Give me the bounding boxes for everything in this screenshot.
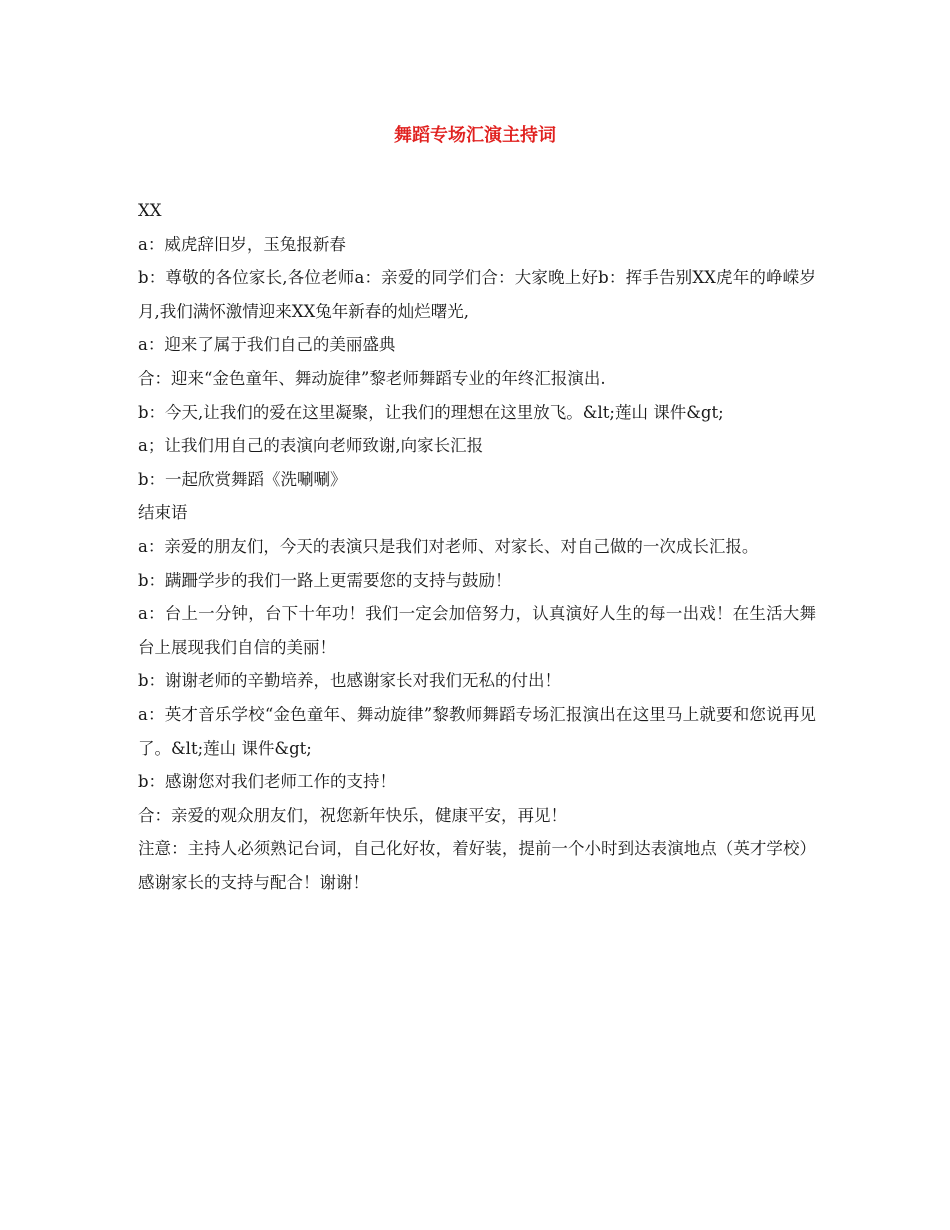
paragraph: 合：迎来“金色童年、舞动旋律”黎老师舞蹈专业的年终汇报演出. xyxy=(138,368,606,388)
paragraph: a：威虎辞旧岁，玉兔报新春 xyxy=(138,234,346,254)
paragraph: 合：亲爱的观众朋友们，祝您新年快乐，健康平安，再见！ xyxy=(138,805,567,825)
paragraph: b：谢谢老师的辛勤培养，也感谢家长对我们无私的付出！ xyxy=(138,671,562,691)
paragraph: b：尊敬的各位家长,各位老师a：亲爱的同学们合：大家晚上好b：挥手告别XX虎年的峥嵘岁月,我们满怀激情迎来XX兔年新春的灿烂曙光, xyxy=(138,268,816,321)
paragraph: a：迎来了属于我们自己的美丽盛典 xyxy=(138,335,396,355)
paragraph-date-placeholder: XX xyxy=(138,201,162,220)
document-title: 舞蹈专场汇演主持词 xyxy=(394,125,556,146)
paragraph: a：台上一分钟，台下十年功！我们一定会加倍努力，认真演好人生的每一出戏！在生活大舞台上展现我们自信的美丽！ xyxy=(138,604,816,657)
section-heading-closing: 结束语 xyxy=(138,503,188,523)
document-body xyxy=(138,194,816,899)
paragraph: a：亲爱的朋友们，今天的表演只是我们对老师、对家长、对自己做的一次成长汇报。 xyxy=(138,536,759,556)
paragraph: b：感谢您对我们老师工作的支持！ xyxy=(138,772,397,792)
paragraph: a；让我们用自己的表演向老师致谢,向家长汇报 xyxy=(138,436,484,456)
paragraph: b：蹒跚学步的我们一路上更需要您的支持与鼓励！ xyxy=(138,570,512,590)
paragraph: b：今天,让我们的爱在这里凝聚，让我们的理想在这里放飞。&lt;莲山 课件&gt; xyxy=(138,402,724,422)
paragraph: b：一起欣赏舞蹈《洗唰唰》 xyxy=(138,469,347,489)
paragraph-note: 注意：主持人必须熟记台词，自己化好妆，着好装，提前一个小时到达表演地点（英才学校）感谢家长的支持与配合！谢谢！ xyxy=(138,839,816,892)
paragraph: a：英才音乐学校“金色童年、舞动旋律”黎教师舞蹈专场汇报演出在这里马上就要和您说再见了。&lt;莲山 课件&gt; xyxy=(138,704,816,758)
